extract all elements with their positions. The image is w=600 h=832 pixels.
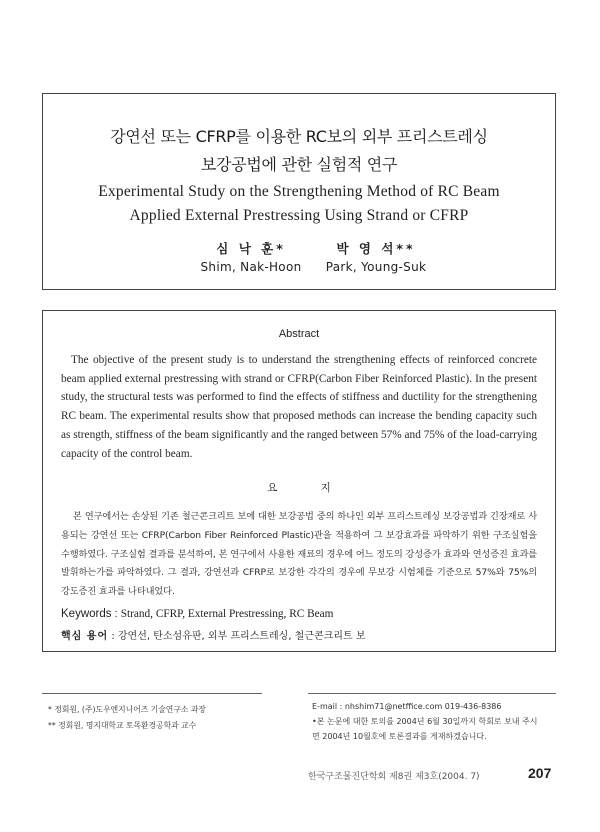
keywords-value: Strand, CFRP, External Prestressing, RC Beam [120, 608, 334, 620]
english-title-line-2: Applied External Prestressing Using Strand or CFRP [129, 207, 469, 224]
footnote-author-2: ** 정회원, 명지대학교 토목환경공학과 교수 [48, 721, 197, 730]
author-1-korean: 심 낙 훈* [216, 241, 286, 256]
keywords-korean-value: 강연선, 탄소섬유판, 외부 프리스트레싱, 철근콘크리트 보 [117, 631, 366, 642]
korean-title-line-2: 보강공법에 관한 실험적 연구 [200, 155, 398, 174]
author-2-korean: 박 영 석** [336, 241, 416, 256]
footnote-author-1: * 정회원, (주)도우엔지니어즈 기술연구소 과장 [48, 705, 206, 714]
footnote-rule-right [308, 693, 556, 694]
abstract-text: The objective of the present study is to understand the strengthening effects of reinforced concrete beam applied external prestressing with strand or CFRP(Carbon Fiber Reinforced Plastic). In the present study, the structural tests was performed to find the effects of stiffness and ductility for the strengthening RC beam. The experimental results show that proposed methods can increase the bending capacity such as strength, stiffness of the beam significantly and the ranged between 57% and 75% of the load-carrying capacity of the control beam. [61, 354, 537, 460]
keywords-label: Keywords [61, 608, 112, 620]
korean-title-line-1: 강연선 또는 CFRP를 이용한 RC보의 외부 프리스트레싱 [110, 127, 488, 146]
author-2-english: Park, Young-Suk [325, 260, 427, 274]
abstract-box [42, 310, 556, 652]
korean-abstract-heading: 요 지 [267, 482, 351, 494]
abstract-heading: Abstract [278, 328, 320, 340]
korean-abstract-text: 본 연구에서는 손상된 기존 철근콘크리트 보에 대한 보강공법 중의 하나인 외부 프리스트레싱 보강공법과 긴장재로 사용되는 강연선 또는 CFRP(Carbon Fiber Reinforced Plastic)관을 적용하여 그 보강효과를 파악하기 위한 구조실험을 수행하였다. 구조실험 결과를 분석하여, 본 연구에서 사용한 재료의 경우에 어느 정도의 강성증가 효과와 연성증진 효과를 발휘하는가를 파악하였다. 그 결과, 강연선과 CFRP로 보강한 각각의 경우에 무보강 시험체를 기준으로 57%와 75%의 강도증진 효과를 나타내었다. [61, 511, 537, 598]
author-1-english: Shim, Nak-Hoon [200, 260, 302, 274]
keywords-korean: 핵심 용어 : 강연선, 탄소섬유판, 외부 프리스트레싱, 철근콘크리트 보 [61, 631, 366, 642]
journal-footer: 한국구조물진단학회 제8권 제3호(2004. 7) [308, 772, 480, 782]
footnote-rule-left [42, 693, 262, 694]
page-number: 207 [528, 765, 552, 781]
keywords-korean-label: 핵심 용어 [61, 631, 109, 642]
footnote-discussion-note: •본 논문에 대한 토의를 2004년 6월 30일까지 학회로 보내 주시면 2004년 10월호에 토론결과를 게재하겠습니다. [312, 717, 538, 741]
keywords-english: Keywords : Strand, CFRP, External Prestressing, RC Beam [61, 608, 334, 620]
footnote-email: E-mail : nhshim71@netffice.com 019-436-8386 [312, 702, 502, 711]
english-title-line-1: Experimental Study on the Strengthening Method of RC Beam [98, 183, 500, 200]
title-box [42, 93, 556, 290]
